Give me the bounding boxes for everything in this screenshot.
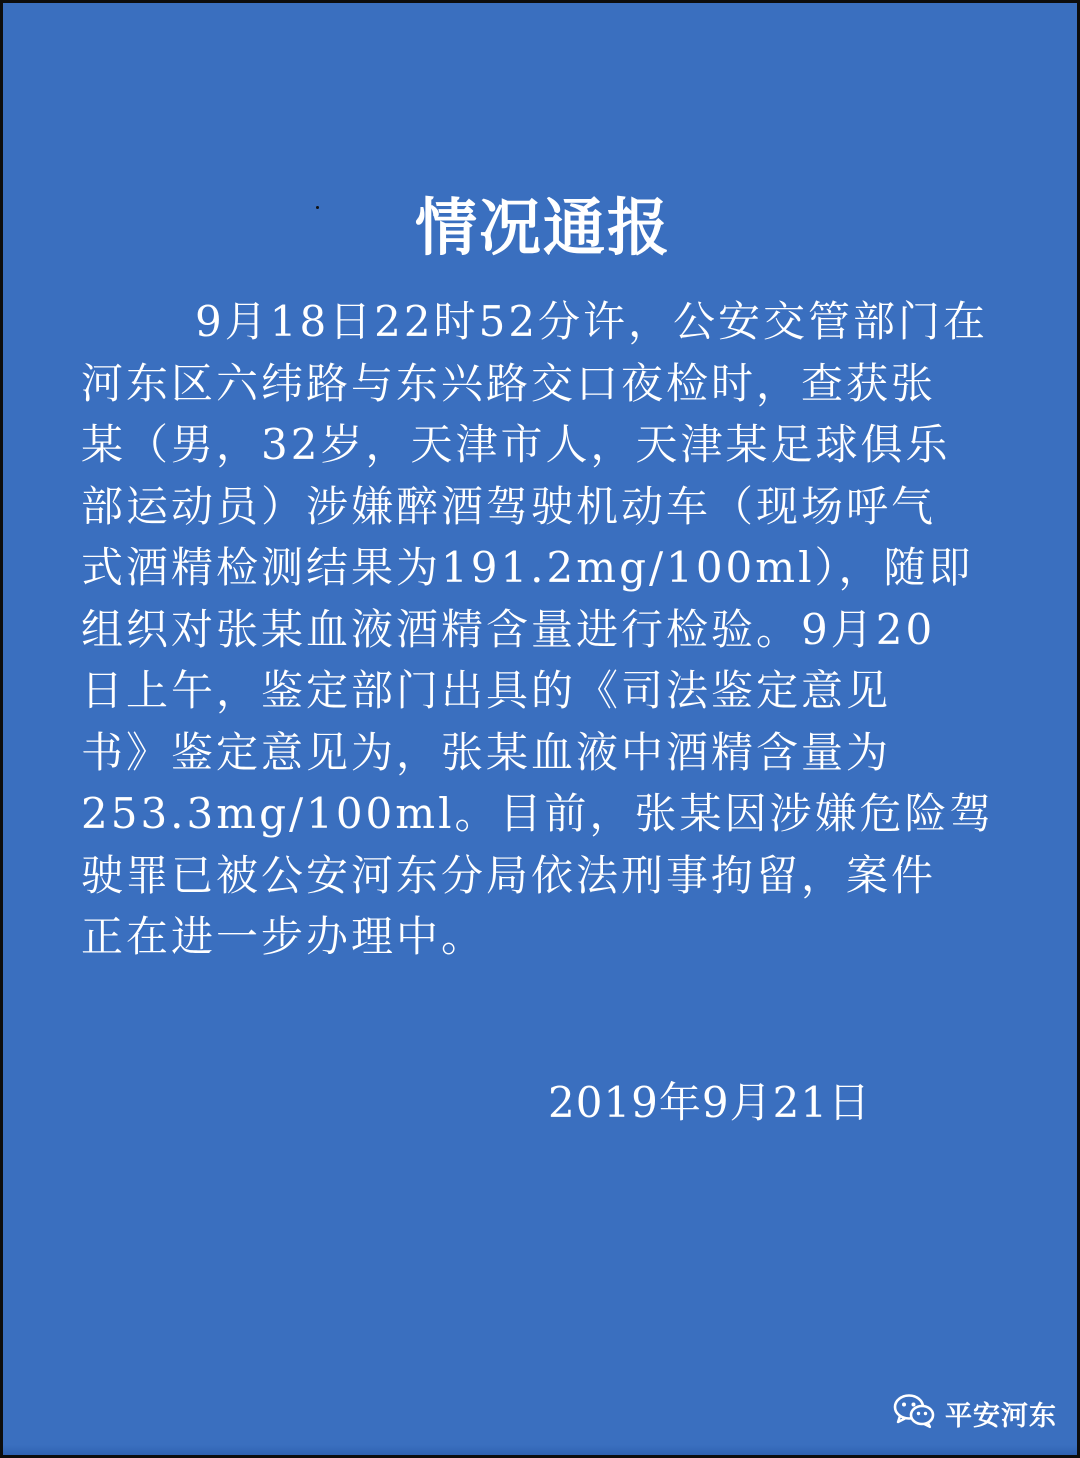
body-line: 部运动员）涉嫌醉酒驾驶机动车（现场呼气 [81,481,937,531]
body-line: 书》鉴定意见为，张某血液中酒精含量为 [81,727,892,777]
body-line: 253.3mg/100ml。目前，张某因涉嫌危险驾 [81,789,995,838]
notice-title: 情况通报 [414,191,671,264]
body-line: 式酒精检测结果为191.2mg/100ml），随即 [81,543,974,592]
account-watermark [893,1393,1057,1433]
body-line: 正在进一步办理中。 [81,912,487,961]
body-line: 日上午，鉴定部门出具的《司法鉴定意见 [81,666,892,715]
wechat-icon [893,1393,935,1434]
watermark-text: 平安河东 [945,1400,1057,1432]
body-line: 河东区六纬路与东兴路交口夜检时，查获张 [81,358,937,408]
body-line: 9月18日22时52分许，公安交管部门在 [195,297,989,346]
body-line: 驶罪已被公安河东分局依法刑事拘留，案件 [81,850,937,900]
body-line: 某（男，32岁，天津市人，天津某足球俱乐 [81,420,951,469]
body-line: 组织对张某血液酒精含量进行检验。9月20 [81,604,936,654]
notice-body [81,291,1001,968]
notice-date: 2019年9月21日 [548,1078,872,1127]
bottom-shade [3,1445,1080,1455]
